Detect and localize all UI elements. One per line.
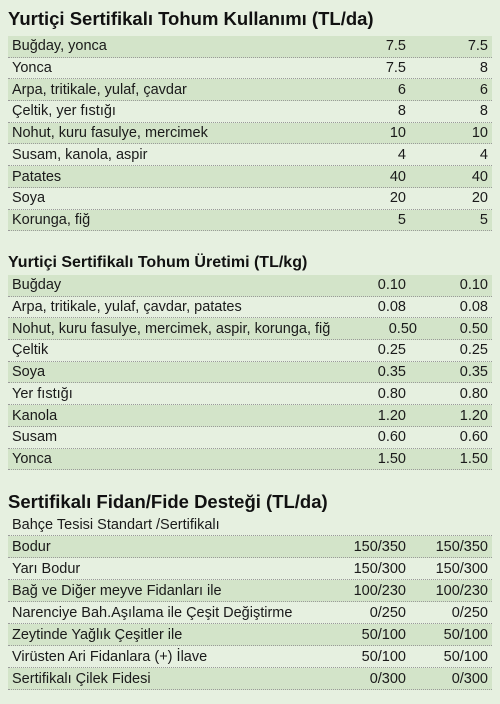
row-label: Korunga, fiğ [12, 211, 91, 228]
table-row [8, 166, 492, 188]
row-label: Buğday, yonca [12, 38, 107, 55]
row-value-1: 4 [397, 146, 406, 163]
table-row [8, 340, 492, 362]
row-label: Nohut, kuru fasulye, mercimek, aspir, korunga, fiğ [12, 320, 331, 337]
table-row [8, 188, 492, 210]
row-value-1: 0.60 [377, 429, 406, 446]
row-label: Bodur [12, 538, 51, 555]
row-value-2: 0/250 [451, 604, 488, 621]
table-row [8, 101, 492, 123]
row-label: Soya [12, 364, 46, 381]
row-value-2: 6 [479, 81, 488, 98]
row-value-1: 8 [397, 103, 406, 120]
table-row [8, 123, 492, 145]
row-value-2: 1.50 [459, 450, 488, 467]
row-label: Yarı Bodur [12, 560, 81, 577]
row-value-2: 7.5 [467, 38, 488, 55]
sapling-subheading-row [8, 514, 492, 536]
table-row [8, 297, 492, 319]
row-label: Patates [12, 168, 62, 185]
row-value-1: 10 [389, 125, 406, 142]
table-row [8, 36, 492, 58]
row-label: Çeltik [12, 342, 49, 359]
table-row [8, 384, 492, 406]
row-value-2: 1.20 [459, 407, 488, 424]
table-row [8, 362, 492, 384]
row-value-1: 0.08 [377, 299, 406, 316]
table-row [8, 580, 492, 602]
sapling-title: Sertifikalı Fidan/Fide Desteği (TL/da) [8, 491, 328, 512]
row-label: Çeltik, yer fıstığı [12, 103, 116, 120]
row-label: Sertifikalı Çilek Fidesi [12, 670, 151, 687]
row-label: Buğday [12, 277, 62, 294]
row-value-1: 1.20 [377, 407, 406, 424]
row-value-2: 0.35 [459, 364, 488, 381]
row-value-1: 150/300 [353, 560, 406, 577]
table-row [8, 405, 492, 427]
row-value-1: 150/350 [353, 538, 406, 555]
row-value-1: 100/230 [353, 582, 406, 599]
row-value-2: 0.25 [459, 342, 488, 359]
row-value-2: 0.10 [459, 277, 488, 294]
row-value-1: 5 [397, 211, 406, 228]
row-label: Yonca [12, 60, 52, 77]
row-label: Arpa, tritikale, yulaf, çavdar [12, 81, 187, 98]
production-title: Yurtiçi Sertifikalı Tohum Üretimi (TL/kg) [8, 254, 308, 271]
row-value-1: 50/100 [361, 648, 406, 665]
row-value-1: 7.5 [385, 60, 406, 77]
row-label: Yer fıstığı [12, 385, 73, 402]
row-value-1: 40 [389, 168, 406, 185]
row-value-1: 6 [397, 81, 406, 98]
row-value-1: 20 [389, 190, 406, 207]
usage-title: Yurtiçi Sertifikalı Tohum Kullanımı (TL/da) [8, 8, 374, 29]
row-value-2: 0.50 [459, 320, 488, 337]
row-value-1: 0.80 [377, 385, 406, 402]
row-value-2: 50/100 [443, 648, 488, 665]
row-value-1: 0.25 [377, 342, 406, 359]
row-value-2: 0.80 [459, 385, 488, 402]
table-row [8, 210, 492, 232]
row-value-1: 7.5 [385, 38, 406, 55]
row-value-2: 5 [479, 211, 488, 228]
row-value-1: 0.35 [377, 364, 406, 381]
row-value-1: 0/250 [369, 604, 406, 621]
row-label: Yonca [12, 450, 52, 467]
row-value-2: 0.08 [459, 299, 488, 316]
table-row [8, 58, 492, 80]
row-label: Arpa, tritikale, yulaf, çavdar, patates [12, 299, 242, 316]
row-value-2: 10 [471, 125, 488, 142]
row-value-2: 0/300 [451, 670, 488, 687]
table-row [8, 275, 492, 297]
table-row [8, 624, 492, 646]
row-value-1: 50/100 [361, 626, 406, 643]
row-label: Zeytinde Yağlık Çeşitler ile [12, 626, 183, 643]
table-row [8, 558, 492, 580]
row-value-1: 0.50 [388, 320, 417, 337]
table-row [8, 79, 492, 101]
row-label: Susam [12, 429, 58, 446]
row-label: Bağ ve Diğer meyve Fidanları ile [12, 582, 222, 599]
row-label: Kanola [12, 407, 58, 424]
table-row [8, 668, 492, 690]
sapling-subheading: Bahçe Tesisi Standart /Sertifikalı [12, 516, 220, 533]
row-value-2: 20 [471, 190, 488, 207]
table-row [8, 318, 492, 340]
row-label: Susam, kanola, aspir [12, 146, 148, 163]
row-value-2: 150/300 [435, 560, 488, 577]
row-value-2: 8 [479, 103, 488, 120]
table-row [8, 145, 492, 167]
row-value-2: 100/230 [435, 582, 488, 599]
row-value-2: 4 [479, 146, 488, 163]
row-label: Narenciye Bah.Aşılama ile Çeşit Değiştirme [12, 604, 293, 621]
table-row [8, 449, 492, 471]
row-value-2: 50/100 [443, 626, 488, 643]
row-label: Virüsten Ari Fidanlara (+) İlave [12, 648, 208, 665]
row-value-1: 0/300 [369, 670, 406, 687]
row-value-2: 40 [471, 168, 488, 185]
table-row [8, 602, 492, 624]
table-row [8, 427, 492, 449]
table-row [8, 536, 492, 558]
row-value-1: 1.50 [377, 450, 406, 467]
row-value-2: 8 [479, 60, 488, 77]
row-label: Nohut, kuru fasulye, mercimek [12, 125, 208, 142]
row-value-1: 0.10 [377, 277, 406, 294]
table-row [8, 646, 492, 668]
row-value-2: 0.60 [459, 429, 488, 446]
row-value-2: 150/350 [435, 538, 488, 555]
row-label: Soya [12, 190, 46, 207]
